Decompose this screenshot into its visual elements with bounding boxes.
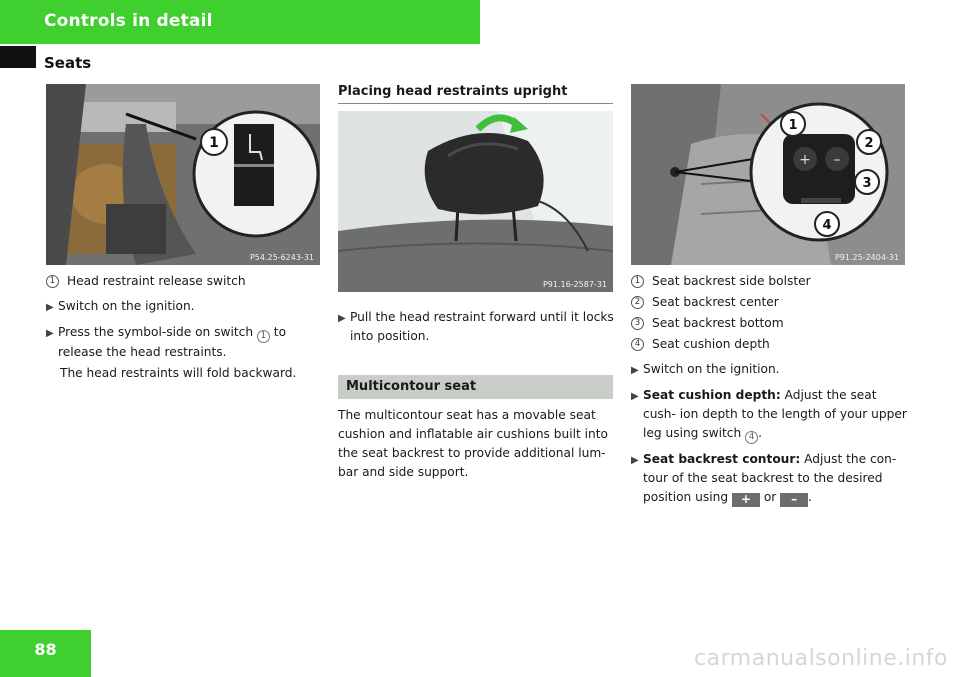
image-code: P91.16-2587-31: [542, 280, 607, 289]
callout-reference: 1: [257, 330, 270, 343]
minus-button-symbol: –: [780, 493, 808, 507]
instruction-step: [631, 450, 909, 507]
step-arrow-icon: ▶: [631, 365, 639, 376]
svg-text:3: 3: [862, 176, 872, 191]
callout-reference: 4: [745, 431, 758, 444]
step-text-pre: Adjust the seat cush- ion depth to the length of your upper leg using switch: [643, 388, 907, 440]
step-text-pre: Press the symbol-side on switch: [58, 325, 257, 339]
middle-step: [338, 302, 616, 346]
svg-text:–: –: [833, 152, 841, 168]
callout-number: 2: [631, 296, 644, 309]
multicontour-paragraph: The multicontour seat has a movable seat cushion and inflatable air cushions built into the seat backrest to provide additional lum- bar and side support.: [338, 408, 608, 479]
instruction-step: [631, 386, 909, 444]
instruction-step: [338, 308, 616, 346]
step-text-post: to release the head restraints.: [58, 325, 287, 359]
section-tab-marker: [0, 46, 36, 68]
instruction-step: [46, 297, 321, 317]
step-arrow-icon: ▶: [46, 328, 54, 339]
page-number-box: [0, 630, 91, 677]
callout-number: 4: [631, 338, 644, 351]
legend-text: Seat backrest bottom: [652, 316, 784, 330]
step-text: Switch on the ignition.: [58, 299, 195, 313]
callout-number: 1: [46, 275, 59, 288]
photo-head-restraint-upright: [338, 111, 613, 292]
image-code: P91.25-2404-31: [834, 253, 899, 262]
legend-item: [631, 335, 909, 354]
step-arrow-icon: ▶: [631, 455, 639, 466]
step-text-post: .: [758, 426, 762, 440]
step-text: Pull the head restraint forward until it locks into position.: [350, 310, 614, 343]
box-heading: Multicontour seat: [346, 379, 477, 394]
legend-text: Seat cushion depth: [652, 337, 770, 351]
watermark-text: carmanualsonline.info: [694, 646, 948, 671]
step-arrow-icon: ▶: [631, 391, 639, 402]
instruction-step: [46, 323, 321, 362]
callout-number: 3: [631, 317, 644, 330]
legend-text: Seat backrest center: [652, 295, 779, 309]
legend-item: [631, 293, 909, 312]
plus-button-symbol: +: [732, 493, 760, 507]
legend-text: Seat backrest side bolster: [652, 274, 811, 288]
legend-item: [46, 272, 321, 291]
svg-text:4: 4: [822, 218, 832, 233]
right-text-column: [631, 272, 909, 507]
svg-text:1: 1: [788, 118, 798, 133]
svg-text:2: 2: [864, 136, 874, 151]
photo-head-restraint-switch: [46, 84, 320, 265]
step-text-post: .: [808, 490, 813, 504]
step-text-pre: Adjust the con- tour of the seat backrest to the desired position using: [643, 452, 897, 504]
legend-text: Head restraint release switch: [67, 274, 246, 288]
step-arrow-icon: ▶: [46, 302, 54, 313]
step-note: The head restraints will fold backward.: [60, 366, 297, 380]
step-text: Switch on the ignition.: [643, 362, 780, 376]
svg-text:+: +: [799, 152, 811, 168]
legend-item: [631, 314, 909, 333]
subsection-heading: Placing head restraints upright: [338, 84, 613, 104]
chapter-title: Controls in detail: [44, 11, 213, 31]
callout-number: 1: [631, 275, 644, 288]
image-code: P54.25-6243-31: [249, 253, 314, 262]
svg-text:1: 1: [209, 135, 219, 151]
photo-multicontour-switch: [631, 84, 905, 265]
step-text-mid: or: [759, 490, 781, 504]
step-arrow-icon: ▶: [338, 313, 346, 324]
instruction-step: [631, 360, 909, 380]
section-title: Seats: [44, 54, 92, 72]
step-label: Seat backrest contour:: [643, 452, 801, 466]
page-number: 88: [34, 640, 57, 659]
step-label: Seat cushion depth:: [643, 388, 781, 402]
subsection-box: [338, 375, 613, 399]
legend-item: [631, 272, 909, 291]
left-text-column: [46, 272, 321, 383]
